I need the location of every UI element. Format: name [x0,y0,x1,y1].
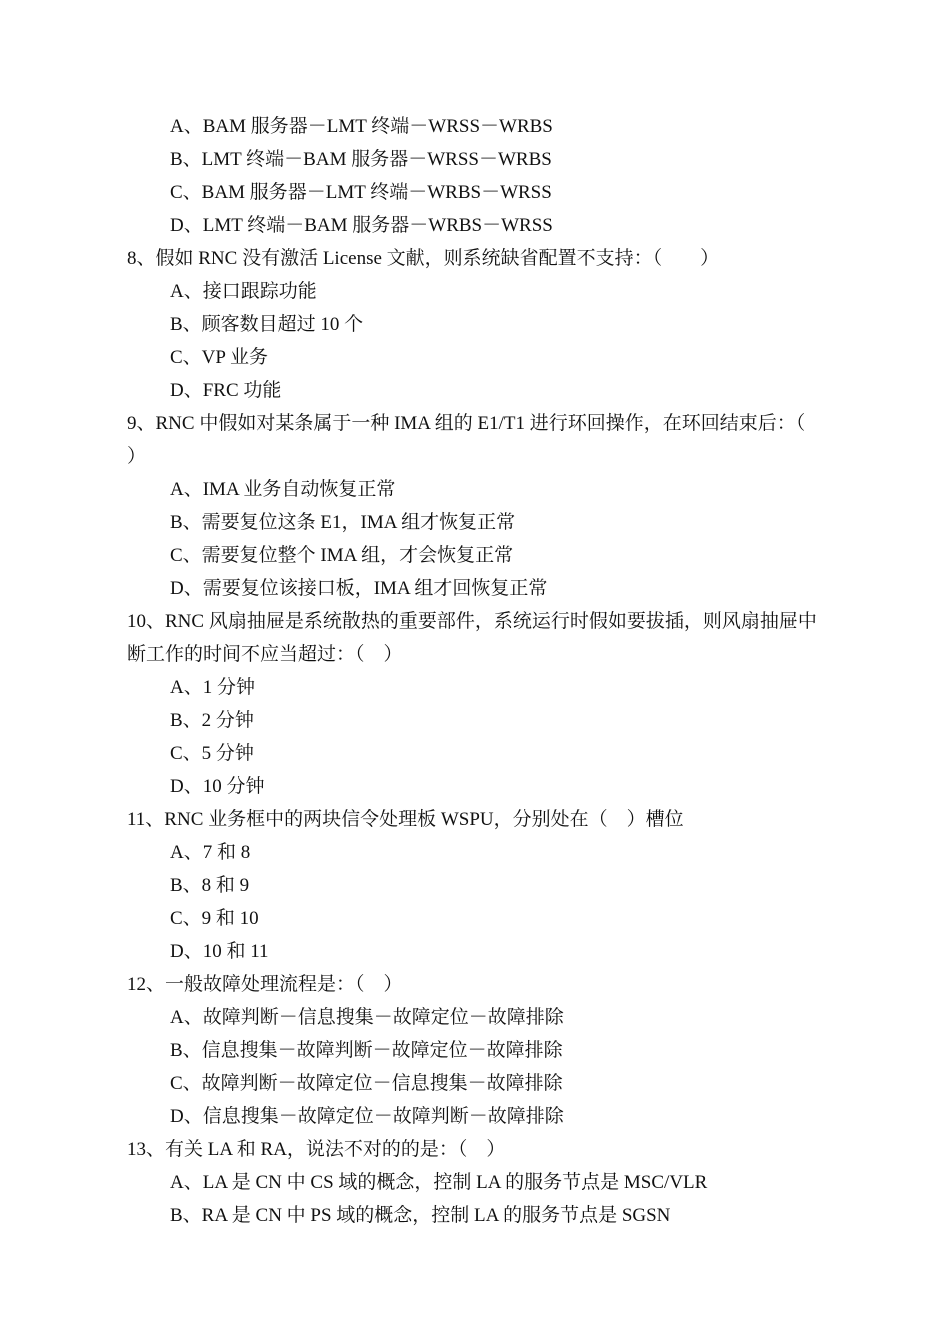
answer-option: A、BAM 服务器－LMT 终端－WRSS－WRBS [170,116,553,137]
answer-option: A、故障判断－信息搜集－故障定位－故障排除 [170,1007,564,1028]
answer-option: D、FRC 功能 [170,380,282,401]
answer-option: A、接口跟踪功能 [170,281,317,302]
answer-option: D、信息搜集－故障定位－故障判断－故障排除 [170,1106,564,1127]
question-text: 9、RNC 中假如对某条属于一种 IMA 组的 E1/T1 进行环回操作，在环回结束后：（ [127,413,806,434]
answer-option: D、10 分钟 [170,776,265,797]
answer-option: B、2 分钟 [170,710,254,731]
answer-option: B、LMT 终端－BAM 服务器－WRSS－WRBS [170,149,552,170]
answer-option: C、故障判断－故障定位－信息搜集－故障排除 [170,1073,563,1094]
question-text: 断工作的时间不应当超过：（ ） [127,644,403,665]
question-text: 10、RNC 风扇抽屉是系统散热的重要部件，系统运行时假如要拔插，则风扇抽屉中 [127,611,817,632]
answer-option: C、9 和 10 [170,908,259,929]
question-text: 13、有关 LA 和 RA，说法不对的的是：（ ） [127,1139,506,1160]
answer-option: C、VP 业务 [170,347,269,368]
question-text: ） [127,446,147,467]
answer-option: D、LMT 终端－BAM 服务器－WRBS－WRSS [170,215,553,236]
answer-option: A、7 和 8 [170,842,251,863]
answer-option: A、LA 是 CN 中 CS 域的概念，控制 LA 的服务节点是 MSC/VLR [170,1172,708,1193]
question-text: 11、RNC 业务框中的两块信令处理板 WSPU，分别处在（ ）槽位 [127,809,684,830]
question-text: 8、假如 RNC 没有激活 License 文献，则系统缺省配置不支持：（ ） [127,248,720,269]
answer-option: B、信息搜集－故障判断－故障定位－故障排除 [170,1040,563,1061]
answer-option: D、10 和 11 [170,941,269,962]
answer-option: C、BAM 服务器－LMT 终端－WRBS－WRSS [170,182,552,203]
question-text: 12、一般故障处理流程是：（ ） [127,974,403,995]
answer-option: B、RA 是 CN 中 PS 域的概念，控制 LA 的服务节点是 SGSN [170,1205,671,1226]
answer-option: C、5 分钟 [170,743,254,764]
answer-option: A、1 分钟 [170,677,255,698]
answer-option: A、IMA 业务自动恢复正常 [170,479,396,500]
answer-option: B、8 和 9 [170,875,250,896]
answer-option: C、需要复位整个 IMA 组，才会恢复正常 [170,545,514,566]
answer-option: D、需要复位该接口板，IMA 组才回恢复正常 [170,578,548,599]
answer-option: B、需要复位这条 E1，IMA 组才恢复正常 [170,512,516,533]
document-body [127,110,827,1232]
answer-option: B、顾客数目超过 10 个 [170,314,364,335]
